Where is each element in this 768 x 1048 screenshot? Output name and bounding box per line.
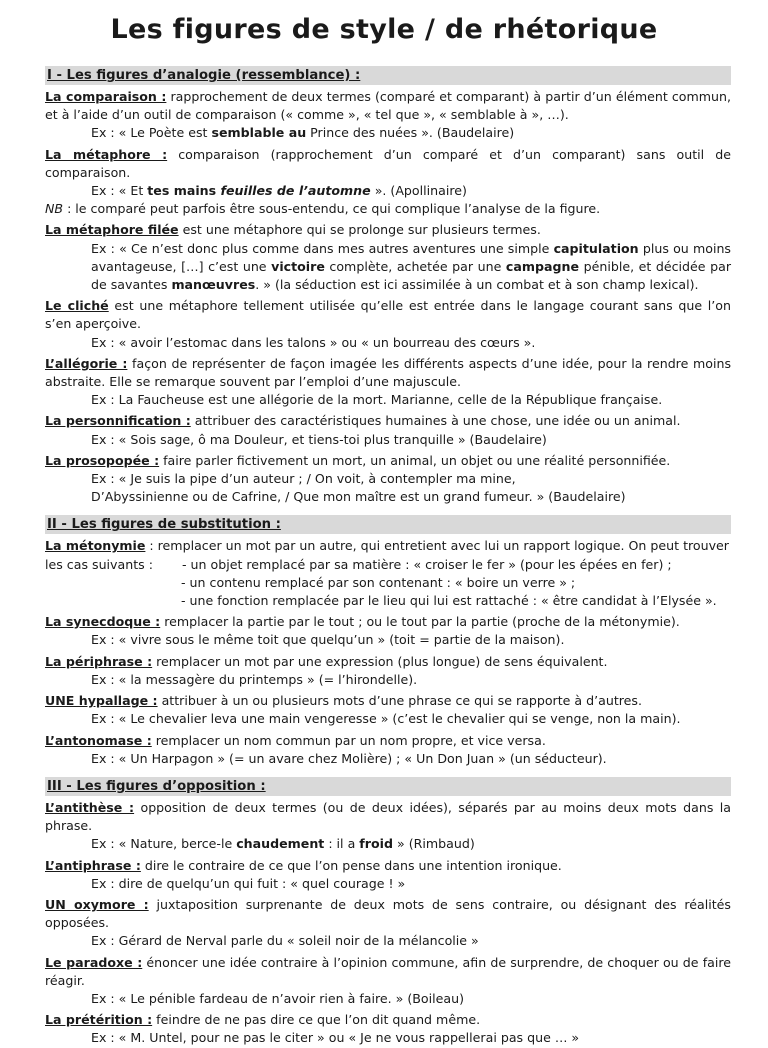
example-personnification: Ex : « Sois sage, ô ma Douleur, et tiens-toi plus tranquille » (Baudelaire): [91, 431, 547, 447]
term-label: L’antiphrase :: [45, 857, 141, 873]
example-emphasis: victoire: [271, 258, 325, 274]
example-emphasis: feuilles de l’automne: [220, 183, 371, 199]
section-heading-analogie: I - Les figures d’analogie (ressemblance) :: [45, 66, 731, 85]
example-antonomase: Ex : « Un Harpagon » (= un avare chez Molière) ; « Un Don Juan » (un séducteur).: [91, 750, 607, 766]
entry-synecdoque: [45, 613, 731, 631]
term-label: L’allégorie :: [45, 355, 128, 371]
example-emphasis: chaudement: [236, 836, 325, 852]
example-emphasis: tes mains: [147, 183, 221, 199]
term-label: La comparaison :: [45, 89, 167, 104]
example-oxymore: Ex : Gérard de Nerval parle du « soleil noir de la mélancolie »: [91, 933, 479, 949]
term-label: La personnification :: [45, 413, 191, 429]
term-label: La métaphore filée: [45, 222, 179, 238]
entry-preterition: [45, 1011, 731, 1029]
example-text: Ex : « Ce n’est donc plus comme dans mes autres aventures une simple: [91, 240, 554, 256]
term-label: La prosopopée :: [45, 452, 160, 468]
case-lead: les cas suivants :: [45, 556, 153, 572]
example-antiphrase: Ex : dire de quelqu’un qui fuit : « quel courage ! »: [91, 875, 406, 891]
term-definition: opposition de deux termes (ou de deux idées), séparés par au moins deux mots dans la phrase.: [45, 799, 731, 834]
example-text: plus ou moins avantageuse, […] c’est une: [91, 240, 731, 274]
example-text: Ex : « Et: [91, 183, 148, 199]
metonymie-case-2: - un contenu remplacé par son contenant : « boire un verre » ;: [181, 574, 576, 590]
term-label: La périphrase :: [45, 653, 153, 669]
example-allegorie: Ex : La Faucheuse est une allégorie de la mort. Marianne, celle de la République française.: [91, 392, 663, 408]
example-prosopopee-line2: D’Abyssinienne ou de Cafrine, / Que mon maître est un grand fumeur. » (Baudelaire): [91, 489, 626, 505]
entry-cliche: [45, 297, 731, 333]
term-definition: comparaison (rapprochement d’un comparé et d’un comparant) sans outil de comparaison.: [45, 146, 731, 180]
example-cliche: Ex : « avoir l’estomac dans les talons » ou « un bourreau des cœurs ».: [91, 334, 536, 350]
metonymie-case-1: [45, 556, 731, 574]
example-paradoxe: Ex : « Le pénible fardeau de n’avoir rien à faire. » (Boileau): [91, 990, 464, 1006]
example-metaphore-filee: [45, 240, 731, 295]
entry-personnification: [45, 412, 731, 430]
entry-antithese: [45, 799, 731, 835]
example-text: Ex : « Nature, berce-le: [91, 836, 237, 852]
term-definition: remplacer la partie par le tout ; ou le tout par la partie (proche de la métonymie).: [160, 614, 680, 630]
term-definition: rapprochement de deux termes (comparé et comparant) à partir d’un élément commun, et à l’aide d’un outil de comparaison (« comme », « tel que », « semblable à », …).: [45, 89, 731, 123]
example-text: . » (la séduction est ici assimilée à un combat et à son champ lexical).: [255, 277, 699, 293]
term-definition: façon de représenter de façon imagée les différents aspects d’une idée, pour la rendre moins abstraite. Elle se remarque souvent par l’emploi d’une majuscule.: [45, 355, 732, 390]
term-label: Le cliché: [45, 298, 109, 314]
term-definition: feindre de ne pas dire ce que l’on dit quand même.: [152, 1012, 481, 1028]
entry-hypallage: [45, 692, 731, 710]
example-emphasis: froid: [359, 836, 393, 852]
example-emphasis: semblable au: [211, 125, 307, 141]
example-text: ». (Apollinaire): [370, 183, 467, 199]
entry-paradoxe: [45, 954, 731, 990]
term-label: L’antithèse :: [45, 799, 135, 815]
example-emphasis: capitulation: [553, 240, 639, 256]
term-label: La métonymie: [45, 538, 146, 554]
example-emphasis: campagne: [505, 258, 580, 274]
example-synecdoque: Ex : « vivre sous le même toit que quelqu’un » (toit = partie de la maison).: [91, 632, 565, 648]
metonymie-case-3: - une fonction remplacée par le lieu qui lui est rattaché : « être candidat à l’Elysée ».: [181, 593, 717, 609]
entry-periphrase: [45, 653, 731, 671]
note-text: : le comparé peut parfois être sous-entendu, ce qui complique l’analyse de la figure.: [63, 201, 601, 217]
term-definition: dire le contraire de ce que l’on pense dans une intention ironique.: [140, 857, 562, 873]
example-preterition: Ex : « M. Untel, pour ne pas le citer » ou « Je ne vous rappellerai pas que … »: [91, 1030, 580, 1046]
case-text: - un objet remplacé par sa matière : « croiser le fer » (pour les épées en fer) ;: [182, 556, 672, 572]
entry-antonomase: [45, 732, 731, 750]
document-body: [45, 66, 731, 1048]
entry-comparaison: [45, 88, 731, 124]
example-text: » (Rimbaud): [392, 836, 475, 852]
example-antithese: [45, 835, 731, 853]
entry-allegorie: [45, 355, 731, 391]
section-heading-opposition: III - Les figures d’opposition :: [45, 777, 731, 796]
entry-oxymore: [45, 896, 731, 932]
entry-metaphore-filee: [45, 221, 731, 239]
note-label: NB: [45, 201, 64, 217]
page-title: Les figures de style / de rhétorique: [110, 14, 658, 45]
term-label: La métaphore :: [45, 146, 168, 162]
example-text: Ex : « Le Poète est: [91, 125, 212, 141]
example-text: pénible, et décidée par de savantes: [91, 258, 731, 293]
term-label: Le paradoxe :: [45, 954, 143, 970]
term-label: UNE hypallage :: [45, 693, 158, 709]
term-definition: attribuer des caractéristiques humaines à une chose, une idée ou un animal.: [190, 413, 681, 429]
example-text: complète, achetée par une: [324, 258, 506, 274]
note-metaphore: [45, 200, 731, 218]
example-prosopopee-line1: Ex : « Je suis la pipe d’un auteur ; / On voit, à contempler ma mine,: [91, 471, 516, 487]
term-label: UN oxymore :: [45, 896, 149, 912]
entry-prosopopee: [45, 452, 731, 470]
term-definition: énoncer une idée contraire à l’opinion commune, afin de surprendre, de choquer ou de faire réagir.: [45, 954, 732, 988]
example-text: Prince des nuées ». (Baudelaire): [306, 125, 515, 141]
entry-metaphore: [45, 146, 731, 182]
section-heading-substitution: II - Les figures de substitution :: [45, 515, 731, 534]
example-text: : il a: [324, 836, 360, 852]
term-label: La synecdoque :: [45, 614, 161, 630]
entry-antiphrase: [45, 857, 731, 875]
term-label: La prétérition :: [45, 1012, 153, 1028]
term-label: L’antonomase :: [45, 732, 152, 748]
term-definition: remplacer un nom commun par un nom propre, et vice versa.: [151, 732, 546, 748]
example-emphasis: manœuvres: [171, 277, 256, 293]
term-definition: est une métaphore tellement utilisée qu’elle est entrée dans le langage courant sans que l’on s’en aperçoive.: [45, 298, 731, 332]
term-definition: juxtaposition surprenante de deux mots de sens contraire, ou désignant des réalités opposées.: [45, 896, 731, 931]
example-comparaison: [45, 124, 731, 142]
entry-metonymie: [45, 537, 731, 555]
term-definition: est une métaphore qui se prolonge sur plusieurs termes.: [178, 222, 541, 238]
example-periphrase: Ex : « la messagère du printemps » (= l’hirondelle).: [91, 671, 418, 687]
term-definition: remplacer un mot par une expression (plus longue) de sens équivalent.: [152, 653, 608, 669]
example-metaphore: [45, 182, 731, 200]
term-definition: faire parler fictivement un mort, un animal, un objet ou une réalité personnifiée.: [159, 452, 671, 468]
example-hypallage: Ex : « Le chevalier leva une main vengeresse » (c’est le chevalier qui se venge, non la main).: [91, 711, 681, 727]
term-definition: : remplacer un mot par un autre, qui entretient avec lui un rapport logique. On peut trouver: [145, 538, 729, 554]
term-definition: attribuer à un ou plusieurs mots d’une phrase ce qui se rapporte à d’autres.: [157, 693, 642, 709]
